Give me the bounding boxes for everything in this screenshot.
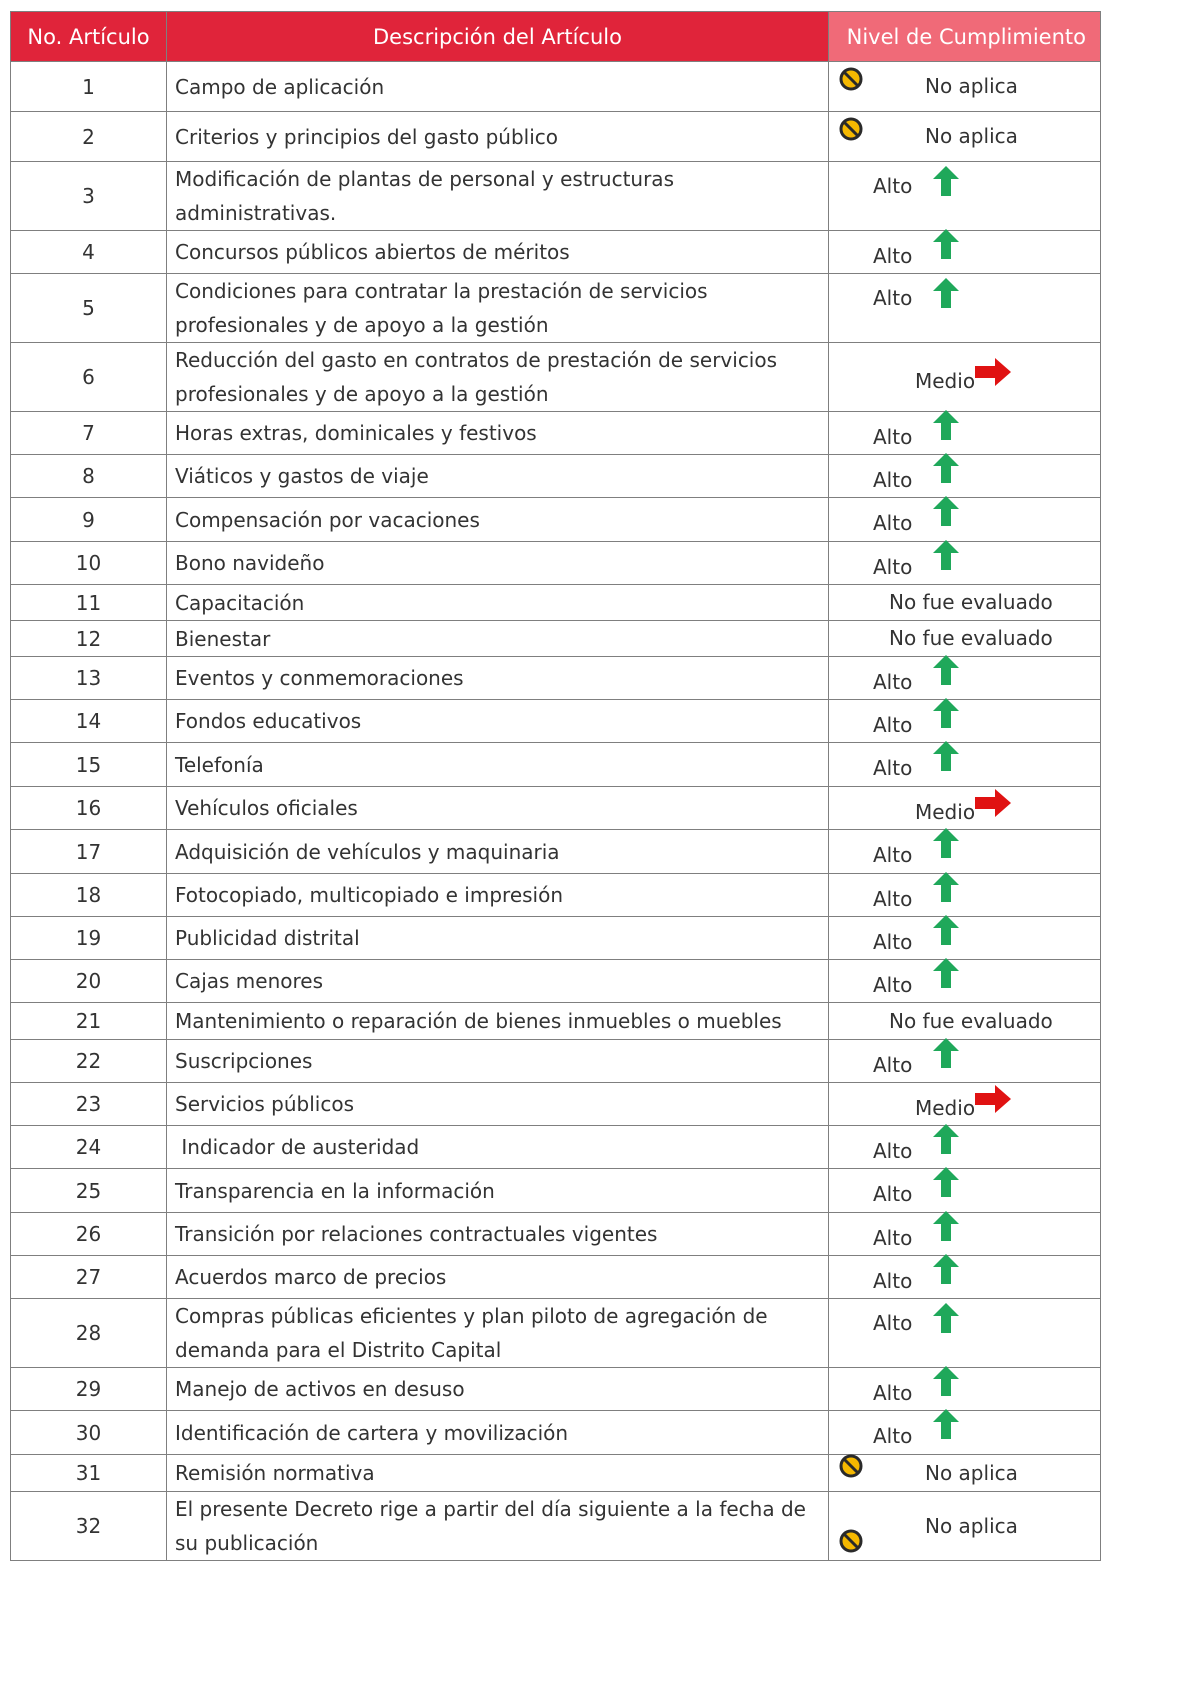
arrow-up-icon [933, 1303, 959, 1333]
header-article-number: No. Artículo [11, 12, 167, 62]
compliance-level-label: Alto [873, 1226, 913, 1250]
compliance-level-cell [829, 274, 1101, 343]
compliance-level-cell [829, 585, 1101, 621]
prohibited-icon [838, 1528, 864, 1554]
arrow-up-icon [933, 655, 959, 685]
article-description: Compras públicas eficientes y plan piloto de agregación de demanda para el Distrito Capital [167, 1299, 829, 1368]
article-number: 27 [11, 1256, 167, 1299]
arrow-up-icon [933, 453, 959, 483]
compliance-level-label: Alto [873, 1381, 913, 1405]
compliance-level-cell [829, 343, 1101, 412]
table-row [11, 1299, 1101, 1368]
table-row [11, 960, 1101, 1003]
article-number: 18 [11, 874, 167, 917]
article-description: Adquisición de vehículos y maquinaria [167, 830, 829, 874]
compliance-level-cell [829, 112, 1101, 162]
compliance-level-label: No aplica [925, 1461, 1018, 1485]
compliance-level-cell [829, 498, 1101, 542]
article-description: Compensación por vacaciones [167, 498, 829, 542]
arrow-up-icon [933, 278, 959, 308]
table-row [11, 700, 1101, 743]
compliance-level-cell [829, 1368, 1101, 1411]
arrow-right-icon [975, 358, 1011, 386]
article-number: 15 [11, 743, 167, 787]
table-row [11, 343, 1101, 412]
article-number: 26 [11, 1213, 167, 1256]
article-description: Cajas menores [167, 960, 829, 1003]
arrow-up-icon [933, 1409, 959, 1439]
article-number: 2 [11, 112, 167, 162]
article-number: 19 [11, 917, 167, 960]
compliance-level-label: Alto [873, 930, 913, 954]
article-description: Bono navideño [167, 542, 829, 585]
table-row [11, 1411, 1101, 1455]
article-number: 30 [11, 1411, 167, 1455]
compliance-level-cell [829, 455, 1101, 498]
compliance-level-cell [829, 917, 1101, 960]
arrow-up-icon [933, 540, 959, 570]
table-row [11, 112, 1101, 162]
prohibited-icon [838, 1453, 864, 1479]
table-row [11, 274, 1101, 343]
table-row [11, 1492, 1101, 1561]
compliance-level-label: No aplica [925, 74, 1018, 98]
compliance-level-label: Alto [873, 286, 913, 310]
compliance-level-label: No aplica [925, 124, 1018, 148]
compliance-level-cell [829, 1083, 1101, 1126]
arrow-up-icon [933, 828, 959, 858]
article-description: Horas extras, dominicales y festivos [167, 412, 829, 455]
arrow-up-icon [933, 1211, 959, 1241]
arrow-right-icon [975, 1085, 1011, 1113]
compliance-level-label: No fue evaluado [889, 626, 1053, 650]
article-description: Fondos educativos [167, 700, 829, 743]
table-row [11, 585, 1101, 621]
article-number: 11 [11, 585, 167, 621]
article-description: Transparencia en la información [167, 1169, 829, 1213]
compliance-level-label: Alto [873, 244, 913, 268]
article-description: Viáticos y gastos de viaje [167, 455, 829, 498]
article-description: Publicidad distrital [167, 917, 829, 960]
compliance-level-label: Medio [915, 1096, 976, 1120]
compliance-level-label: Alto [873, 713, 913, 737]
compliance-level-label: Alto [873, 887, 913, 911]
article-description: Servicios públicos [167, 1083, 829, 1126]
compliance-level-label: Alto [873, 1182, 913, 1206]
compliance-level-label: Alto [873, 555, 913, 579]
article-number: 5 [11, 274, 167, 343]
article-description: Acuerdos marco de precios [167, 1256, 829, 1299]
article-number: 12 [11, 621, 167, 657]
compliance-level-cell [829, 1003, 1101, 1040]
article-description: Fotocopiado, multicopiado e impresión [167, 874, 829, 917]
prohibited-icon [838, 66, 864, 92]
arrow-up-icon [933, 166, 959, 196]
compliance-level-cell [829, 700, 1101, 743]
arrow-right-icon [975, 789, 1011, 817]
header-article-description: Descripción del Artículo [167, 12, 829, 62]
compliance-level-cell [829, 1299, 1101, 1368]
table-row [11, 1083, 1101, 1126]
compliance-level-cell [829, 542, 1101, 585]
article-description: Reducción del gasto en contratos de prestación de servicios profesionales y de apoyo a la gestión [167, 343, 829, 412]
article-description: Mantenimiento o reparación de bienes inmuebles o muebles [167, 1003, 829, 1040]
article-number: 22 [11, 1040, 167, 1083]
compliance-level-cell [829, 1492, 1101, 1561]
table-row [11, 917, 1101, 960]
compliance-level-cell [829, 621, 1101, 657]
compliance-level-label: Alto [873, 174, 913, 198]
article-number: 28 [11, 1299, 167, 1368]
table-row [11, 162, 1101, 231]
article-description: Capacitación [167, 585, 829, 621]
table-row [11, 1213, 1101, 1256]
table-header-row [11, 12, 1101, 62]
arrow-up-icon [933, 1038, 959, 1068]
article-description: Criterios y principios del gasto público [167, 112, 829, 162]
table-row [11, 1169, 1101, 1213]
compliance-level-label: Alto [873, 1053, 913, 1077]
arrow-up-icon [933, 1167, 959, 1197]
article-number: 3 [11, 162, 167, 231]
article-description: Remisión normativa [167, 1455, 829, 1492]
article-number: 31 [11, 1455, 167, 1492]
article-description: Vehículos oficiales [167, 787, 829, 830]
compliance-level-label: Alto [873, 756, 913, 780]
article-number: 8 [11, 455, 167, 498]
article-number: 23 [11, 1083, 167, 1126]
article-description: Transición por relaciones contractuales vigentes [167, 1213, 829, 1256]
compliance-level-label: Alto [873, 511, 913, 535]
article-number: 7 [11, 412, 167, 455]
compliance-level-cell [829, 874, 1101, 917]
compliance-level-label: Alto [873, 1269, 913, 1293]
compliance-level-cell [829, 657, 1101, 700]
article-number: 17 [11, 830, 167, 874]
arrow-up-icon [933, 1366, 959, 1396]
compliance-table [10, 11, 1101, 1561]
article-number: 29 [11, 1368, 167, 1411]
article-description: Manejo de activos en desuso [167, 1368, 829, 1411]
compliance-level-cell [829, 1040, 1101, 1083]
compliance-level-cell [829, 830, 1101, 874]
compliance-level-cell [829, 1169, 1101, 1213]
compliance-level-label: Alto [873, 468, 913, 492]
table-row [11, 231, 1101, 274]
compliance-level-cell [829, 1411, 1101, 1455]
table-row [11, 542, 1101, 585]
compliance-level-label: Medio [915, 369, 976, 393]
compliance-level-cell [829, 1256, 1101, 1299]
table-row [11, 787, 1101, 830]
compliance-level-label: Alto [873, 1424, 913, 1448]
table-row [11, 62, 1101, 112]
arrow-up-icon [933, 698, 959, 728]
table-row [11, 1003, 1101, 1040]
compliance-level-label: No fue evaluado [889, 590, 1053, 614]
article-description: El presente Decreto rige a partir del día siguiente a la fecha de su publicación [167, 1492, 829, 1561]
table-row [11, 743, 1101, 787]
table-row [11, 1040, 1101, 1083]
table-row [11, 412, 1101, 455]
table-row [11, 830, 1101, 874]
article-description: Telefonía [167, 743, 829, 787]
article-number: 6 [11, 343, 167, 412]
table-row [11, 498, 1101, 542]
compliance-level-label: Alto [873, 1311, 913, 1335]
compliance-level-cell [829, 162, 1101, 231]
article-description: Suscripciones [167, 1040, 829, 1083]
table-row [11, 657, 1101, 700]
article-description: Modificación de plantas de personal y estructuras administrativas. [167, 162, 829, 231]
article-description: Indicador de austeridad [167, 1126, 829, 1169]
compliance-level-cell [829, 787, 1101, 830]
header-compliance-level: Nivel de Cumplimiento [829, 12, 1101, 62]
article-description: Identificación de cartera y movilización [167, 1411, 829, 1455]
table-row [11, 621, 1101, 657]
compliance-level-cell [829, 231, 1101, 274]
compliance-level-cell [829, 960, 1101, 1003]
compliance-level-cell [829, 1213, 1101, 1256]
article-number: 16 [11, 787, 167, 830]
article-number: 21 [11, 1003, 167, 1040]
article-number: 1 [11, 62, 167, 112]
compliance-level-label: Alto [873, 670, 913, 694]
article-number: 24 [11, 1126, 167, 1169]
table-row [11, 1455, 1101, 1492]
arrow-up-icon [933, 958, 959, 988]
arrow-up-icon [933, 1124, 959, 1154]
compliance-level-label: No fue evaluado [889, 1009, 1053, 1033]
compliance-level-cell [829, 62, 1101, 112]
compliance-level-label: No aplica [925, 1514, 1018, 1538]
arrow-up-icon [933, 410, 959, 440]
compliance-level-label: Medio [915, 800, 976, 824]
article-number: 32 [11, 1492, 167, 1561]
arrow-up-icon [933, 496, 959, 526]
compliance-level-cell [829, 1126, 1101, 1169]
arrow-up-icon [933, 915, 959, 945]
arrow-up-icon [933, 1254, 959, 1284]
article-number: 20 [11, 960, 167, 1003]
article-number: 25 [11, 1169, 167, 1213]
article-number: 4 [11, 231, 167, 274]
compliance-level-label: Alto [873, 973, 913, 997]
article-number: 13 [11, 657, 167, 700]
compliance-level-label: Alto [873, 843, 913, 867]
table-row [11, 1126, 1101, 1169]
arrow-up-icon [933, 229, 959, 259]
table-row [11, 874, 1101, 917]
article-number: 10 [11, 542, 167, 585]
prohibited-icon [838, 116, 864, 142]
table-row [11, 1256, 1101, 1299]
table-row [11, 455, 1101, 498]
article-description: Eventos y conmemoraciones [167, 657, 829, 700]
article-number: 9 [11, 498, 167, 542]
compliance-level-label: Alto [873, 1139, 913, 1163]
arrow-up-icon [933, 872, 959, 902]
compliance-level-label: Alto [873, 425, 913, 449]
compliance-level-cell [829, 412, 1101, 455]
article-description: Condiciones para contratar la prestación de servicios profesionales y de apoyo a la gestión [167, 274, 829, 343]
compliance-level-cell [829, 1455, 1101, 1492]
article-description: Campo de aplicación [167, 62, 829, 112]
article-description: Bienestar [167, 621, 829, 657]
compliance-level-cell [829, 743, 1101, 787]
article-number: 14 [11, 700, 167, 743]
arrow-up-icon [933, 741, 959, 771]
table-row [11, 1368, 1101, 1411]
article-description: Concursos públicos abiertos de méritos [167, 231, 829, 274]
